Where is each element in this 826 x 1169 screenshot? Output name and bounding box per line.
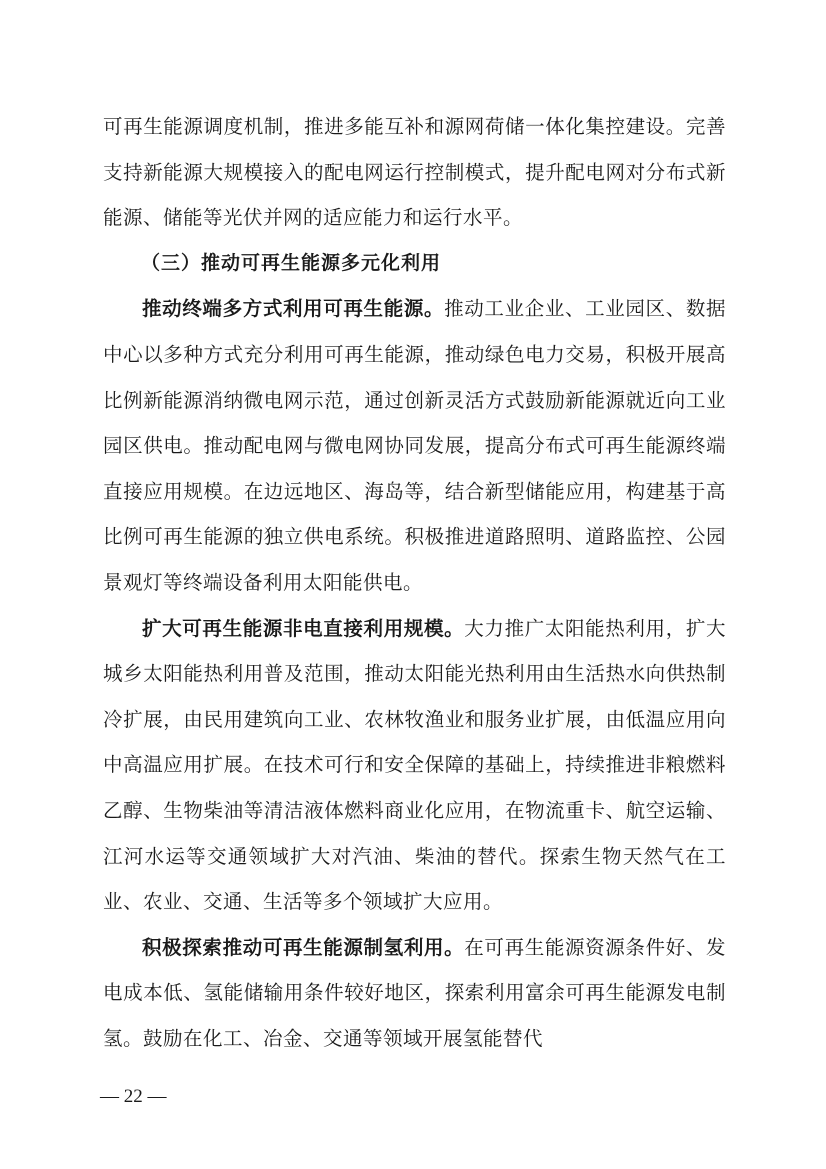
section-heading: （三）推动可再生能源多元化利用 bbox=[141, 251, 442, 274]
paragraph-body: 大力推广太阳能热利用，扩大城乡太阳能热利用普及范围，推动太阳能光热利用由生活热水向供热制冷扩展，由民用建筑向工业、农林牧渔业和服务业扩展，由低温应用向中高温应用扩展。在技术可行和安全保障的基础上，持续推进非粮燃料乙醇、生物柴油等清洁液体燃料商业化应用，在物流重卡、航空运输、江河水运等交通领域扩大对汽油、柴油的替代。探索生物天然气在工业、农业、交通、生活等多个领域扩大应用。 bbox=[103, 616, 726, 914]
paragraph-body: 推动工业企业、工业园区、数据中心以多种方式充分利用可再生能源，推动绿色电力交易，积极开展高比例新能源消纳微电网示范，通过创新灵活方式鼓励新能源就近向工业园区供电。推动配电网与微电网协同发展，提高分布式可再生能源终端直接应用规模。在边远地区、海岛等，结合新型储能应用，构建基于高比例可再生能源的独立供电系统。积极推进道路照明、道路监控、公园景观灯等终端设备利用太阳能供电。 bbox=[103, 297, 726, 594]
paragraph-non-electric-use bbox=[103, 606, 726, 925]
page-number: — 22 — bbox=[100, 1086, 167, 1107]
paragraph-body: 在可再生能源资源条件好、发电成本低、氢能储输用条件较好地区，探索利用富余可再生能源发电制氢。鼓励在化工、冶金、交通等领域开展氢能替代 bbox=[103, 935, 726, 1050]
paragraph-lead: 推动终端多方式利用可再生能源。 bbox=[142, 297, 445, 321]
paragraph-hydrogen bbox=[103, 925, 726, 1062]
paragraph-lead: 扩大可再生能源非电直接利用规模。 bbox=[142, 616, 465, 640]
paragraph-lead: 积极探索推动可再生能源制氢利用。 bbox=[142, 935, 465, 959]
document-body bbox=[103, 104, 726, 1061]
continuation-paragraph: 可再生能源调度机制，推进多能互补和源网荷储一体化集控建设。完善支持新能源大规模接入的配电网运行控制模式，提升配电网对分布式新能源、储能等光伏并网的适应能力和运行水平。 bbox=[103, 115, 726, 230]
paragraph-terminal-use bbox=[103, 286, 726, 605]
